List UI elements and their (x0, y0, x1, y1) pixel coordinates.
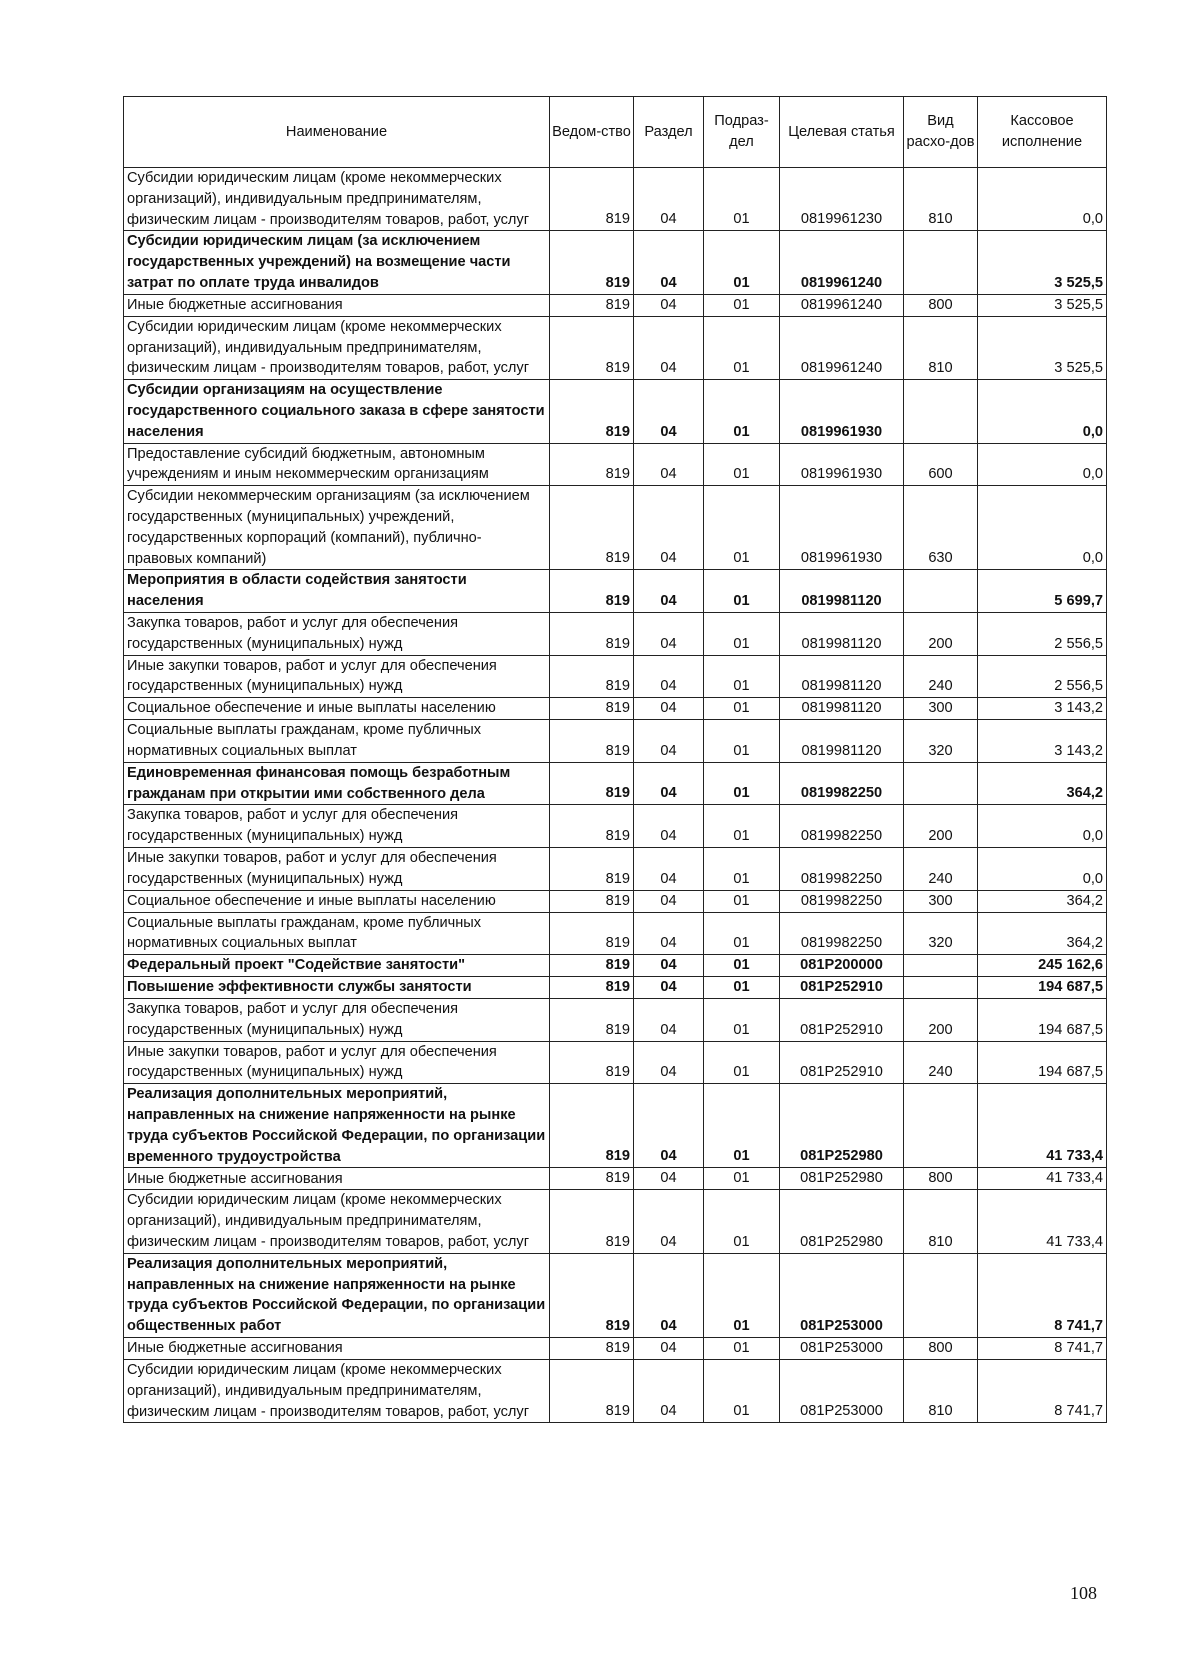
cell-statya: 0819961240 (780, 316, 904, 379)
cell-vid (904, 380, 978, 443)
cell-vedom: 819 (550, 655, 634, 698)
cell-vedom: 819 (550, 168, 634, 231)
cell-razdel: 04 (634, 720, 704, 763)
cell-name: Закупка товаров, работ и услуг для обеспечения государственных (муниципальных) нужд (124, 805, 550, 848)
cell-podrazdel: 01 (704, 570, 780, 613)
cell-sum: 0,0 (978, 443, 1107, 486)
table-row (124, 443, 1107, 486)
cell-vid: 200 (904, 805, 978, 848)
cell-name: Субсидии юридическим лицам (кроме некоммерческих организаций), индивидуальным предпринимателям, физическим лицам - производителям товаров, работ, услуг (124, 1360, 550, 1423)
table-row (124, 294, 1107, 316)
cell-name: Иные закупки товаров, работ и услуг для обеспечения государственных (муниципальных) нужд (124, 1041, 550, 1084)
cell-vid (904, 1253, 978, 1337)
cell-statya: 0819982250 (780, 890, 904, 912)
cell-vedom: 819 (550, 1253, 634, 1337)
cell-sum: 3 525,5 (978, 316, 1107, 379)
cell-vid: 200 (904, 612, 978, 655)
table-header-row (124, 97, 1107, 168)
cell-name: Субсидии организациям на осуществление государственного социального заказа в сфере занятости населения (124, 380, 550, 443)
cell-razdel: 04 (634, 231, 704, 294)
cell-sum: 41 733,4 (978, 1084, 1107, 1168)
cell-razdel: 04 (634, 955, 704, 977)
cell-podrazdel: 01 (704, 1190, 780, 1253)
table-row (124, 380, 1107, 443)
cell-vedom: 819 (550, 1084, 634, 1168)
cell-statya: 0819982250 (780, 805, 904, 848)
cell-razdel: 04 (634, 443, 704, 486)
table-row (124, 1168, 1107, 1190)
cell-name: Мероприятия в области содействия занятости населения (124, 570, 550, 613)
cell-vedom: 819 (550, 999, 634, 1042)
cell-vid: 800 (904, 1168, 978, 1190)
table-row (124, 1190, 1107, 1253)
cell-name: Единовременная финансовая помощь безработным гражданам при открытии ими собственного дела (124, 762, 550, 805)
cell-name: Повышение эффективности службы занятости (124, 977, 550, 999)
cell-razdel: 04 (634, 890, 704, 912)
cell-podrazdel: 01 (704, 316, 780, 379)
cell-podrazdel: 01 (704, 486, 780, 570)
cell-vedom: 819 (550, 443, 634, 486)
cell-statya: 081P252910 (780, 977, 904, 999)
cell-sum: 3 525,5 (978, 231, 1107, 294)
cell-vedom: 819 (550, 231, 634, 294)
cell-razdel: 04 (634, 612, 704, 655)
cell-sum: 0,0 (978, 847, 1107, 890)
table-row (124, 847, 1107, 890)
cell-vedom: 819 (550, 570, 634, 613)
cell-vedom: 819 (550, 698, 634, 720)
cell-vid: 240 (904, 847, 978, 890)
table-row (124, 570, 1107, 613)
cell-razdel: 04 (634, 912, 704, 955)
cell-vedom: 819 (550, 720, 634, 763)
cell-vid: 320 (904, 720, 978, 763)
cell-razdel: 04 (634, 977, 704, 999)
cell-vid: 200 (904, 999, 978, 1042)
table-row (124, 1253, 1107, 1337)
cell-vid: 810 (904, 316, 978, 379)
cell-statya: 0819982250 (780, 762, 904, 805)
cell-name: Закупка товаров, работ и услуг для обеспечения государственных (муниципальных) нужд (124, 999, 550, 1042)
cell-razdel: 04 (634, 570, 704, 613)
cell-podrazdel: 01 (704, 955, 780, 977)
cell-podrazdel: 01 (704, 380, 780, 443)
cell-podrazdel: 01 (704, 977, 780, 999)
cell-vedom: 819 (550, 1168, 634, 1190)
cell-podrazdel: 01 (704, 912, 780, 955)
page-number: 108 (1070, 1583, 1097, 1603)
cell-razdel: 04 (634, 1190, 704, 1253)
cell-name: Субсидии юридическим лицам (кроме некоммерческих организаций), индивидуальным предпринимателям, физическим лицам - производителям товаров, работ, услуг (124, 316, 550, 379)
cell-statya: 081P253000 (780, 1360, 904, 1423)
cell-vedom: 819 (550, 955, 634, 977)
cell-sum: 2 556,5 (978, 612, 1107, 655)
table-row (124, 1338, 1107, 1360)
cell-statya: 0819982250 (780, 847, 904, 890)
cell-razdel: 04 (634, 1168, 704, 1190)
cell-razdel: 04 (634, 380, 704, 443)
cell-vedom: 819 (550, 847, 634, 890)
table-row (124, 890, 1107, 912)
table-row (124, 977, 1107, 999)
cell-vid: 300 (904, 698, 978, 720)
header-podrazdel: Подраз-дел (704, 97, 780, 168)
header-vid: Вид расхо-дов (904, 97, 978, 168)
cell-razdel: 04 (634, 168, 704, 231)
cell-name: Предоставление субсидий бюджетным, автономным учреждениям и иным некоммерческим организациям (124, 443, 550, 486)
cell-vid: 810 (904, 1190, 978, 1253)
cell-sum: 3 143,2 (978, 720, 1107, 763)
cell-podrazdel: 01 (704, 443, 780, 486)
cell-name: Закупка товаров, работ и услуг для обеспечения государственных (муниципальных) нужд (124, 612, 550, 655)
table-row (124, 999, 1107, 1042)
table-row (124, 486, 1107, 570)
table-row (124, 1041, 1107, 1084)
header-vedom: Ведом-ство (550, 97, 634, 168)
cell-razdel: 04 (634, 655, 704, 698)
cell-sum: 364,2 (978, 890, 1107, 912)
cell-sum: 0,0 (978, 486, 1107, 570)
cell-podrazdel: 01 (704, 168, 780, 231)
cell-statya: 0819961240 (780, 294, 904, 316)
cell-razdel: 04 (634, 1041, 704, 1084)
cell-sum: 8 741,7 (978, 1338, 1107, 1360)
cell-vedom: 819 (550, 294, 634, 316)
cell-sum: 3 143,2 (978, 698, 1107, 720)
cell-razdel: 04 (634, 1253, 704, 1337)
cell-podrazdel: 01 (704, 999, 780, 1042)
cell-name: Социальные выплаты гражданам, кроме публичных нормативных социальных выплат (124, 912, 550, 955)
cell-name: Реализация дополнительных мероприятий, направленных на снижение напряженности на рынке труда субъектов Российской Федерации, по организации общественных работ (124, 1253, 550, 1337)
cell-podrazdel: 01 (704, 1253, 780, 1337)
cell-podrazdel: 01 (704, 612, 780, 655)
cell-vedom: 819 (550, 380, 634, 443)
header-statya: Целевая статья (780, 97, 904, 168)
table-row (124, 698, 1107, 720)
cell-podrazdel: 01 (704, 294, 780, 316)
cell-razdel: 04 (634, 1338, 704, 1360)
table-row (124, 762, 1107, 805)
cell-name: Иные закупки товаров, работ и услуг для обеспечения государственных (муниципальных) нужд (124, 847, 550, 890)
cell-statya: 081P253000 (780, 1338, 904, 1360)
table-row (124, 231, 1107, 294)
cell-sum: 194 687,5 (978, 999, 1107, 1042)
cell-sum: 41 733,4 (978, 1168, 1107, 1190)
cell-vedom: 819 (550, 1338, 634, 1360)
cell-name: Субсидии юридическим лицам (за исключением государственных учреждений) на возмещение части затрат по оплате труда инвалидов (124, 231, 550, 294)
cell-razdel: 04 (634, 847, 704, 890)
table-row (124, 316, 1107, 379)
cell-vid: 800 (904, 1338, 978, 1360)
table-row (124, 1084, 1107, 1168)
cell-vedom: 819 (550, 890, 634, 912)
cell-razdel: 04 (634, 698, 704, 720)
budget-execution-table (123, 96, 1107, 1423)
document-sheet (123, 96, 1106, 1423)
cell-vid (904, 1084, 978, 1168)
cell-vedom: 819 (550, 316, 634, 379)
cell-vid: 300 (904, 890, 978, 912)
header-razdel: Раздел (634, 97, 704, 168)
table-row (124, 612, 1107, 655)
cell-vid (904, 977, 978, 999)
cell-razdel: 04 (634, 316, 704, 379)
cell-name: Реализация дополнительных мероприятий, направленных на снижение напряженности на рынке труда субъектов Российской Федерации, по организации временного трудоустройства (124, 1084, 550, 1168)
cell-name: Иные бюджетные ассигнования (124, 294, 550, 316)
cell-name: Иные бюджетные ассигнования (124, 1168, 550, 1190)
cell-statya: 081P252980 (780, 1084, 904, 1168)
cell-vid (904, 955, 978, 977)
cell-vedom: 819 (550, 486, 634, 570)
cell-sum: 0,0 (978, 380, 1107, 443)
cell-sum: 2 556,5 (978, 655, 1107, 698)
cell-podrazdel: 01 (704, 1041, 780, 1084)
cell-sum: 5 699,7 (978, 570, 1107, 613)
cell-podrazdel: 01 (704, 698, 780, 720)
table-row (124, 655, 1107, 698)
cell-statya: 081P252980 (780, 1168, 904, 1190)
cell-sum: 194 687,5 (978, 1041, 1107, 1084)
table-row (124, 805, 1107, 848)
cell-sum: 364,2 (978, 762, 1107, 805)
cell-vedom: 819 (550, 805, 634, 848)
cell-vedom: 819 (550, 1041, 634, 1084)
cell-razdel: 04 (634, 999, 704, 1042)
cell-name: Социальные выплаты гражданам, кроме публичных нормативных социальных выплат (124, 720, 550, 763)
cell-statya: 081P252910 (780, 1041, 904, 1084)
cell-vedom: 819 (550, 912, 634, 955)
cell-vid (904, 570, 978, 613)
cell-podrazdel: 01 (704, 805, 780, 848)
cell-statya: 0819961930 (780, 486, 904, 570)
cell-sum: 8 741,7 (978, 1360, 1107, 1423)
header-name: Наименование (124, 97, 550, 168)
cell-podrazdel: 01 (704, 655, 780, 698)
cell-vedom: 819 (550, 612, 634, 655)
table-row (124, 168, 1107, 231)
cell-podrazdel: 01 (704, 720, 780, 763)
cell-vedom: 819 (550, 762, 634, 805)
cell-podrazdel: 01 (704, 890, 780, 912)
cell-name: Субсидии юридическим лицам (кроме некоммерческих организаций), индивидуальным предпринимателям, физическим лицам - производителям товаров, работ, услуг (124, 1190, 550, 1253)
cell-vid: 800 (904, 294, 978, 316)
cell-sum: 364,2 (978, 912, 1107, 955)
cell-statya: 081P200000 (780, 955, 904, 977)
cell-statya: 081P253000 (780, 1253, 904, 1337)
cell-podrazdel: 01 (704, 231, 780, 294)
cell-statya: 0819981120 (780, 720, 904, 763)
cell-statya: 0819961930 (780, 443, 904, 486)
cell-statya: 081P252910 (780, 999, 904, 1042)
cell-razdel: 04 (634, 486, 704, 570)
cell-vid: 320 (904, 912, 978, 955)
cell-razdel: 04 (634, 805, 704, 848)
cell-name: Субсидии некоммерческим организациям (за исключением государственных (муниципальных) учреждений, государственных корпораций (компаний), публично-правовых компаний) (124, 486, 550, 570)
table-body (124, 168, 1107, 1423)
cell-sum: 3 525,5 (978, 294, 1107, 316)
cell-statya: 0819981120 (780, 570, 904, 613)
cell-razdel: 04 (634, 1360, 704, 1423)
cell-vid (904, 231, 978, 294)
table-row (124, 955, 1107, 977)
cell-vid: 600 (904, 443, 978, 486)
cell-vedom: 819 (550, 1360, 634, 1423)
cell-sum: 194 687,5 (978, 977, 1107, 999)
cell-name: Федеральный проект "Содействие занятости" (124, 955, 550, 977)
cell-vid (904, 762, 978, 805)
cell-razdel: 04 (634, 762, 704, 805)
cell-name: Иные бюджетные ассигнования (124, 1338, 550, 1360)
cell-vid: 810 (904, 168, 978, 231)
cell-podrazdel: 01 (704, 1084, 780, 1168)
cell-vid: 630 (904, 486, 978, 570)
cell-name: Социальное обеспечение и иные выплаты населению (124, 890, 550, 912)
cell-razdel: 04 (634, 1084, 704, 1168)
cell-podrazdel: 01 (704, 847, 780, 890)
cell-name: Социальное обеспечение и иные выплаты населению (124, 698, 550, 720)
cell-vedom: 819 (550, 1190, 634, 1253)
cell-name: Субсидии юридическим лицам (кроме некоммерческих организаций), индивидуальным предпринимателям, физическим лицам - производителям товаров, работ, услуг (124, 168, 550, 231)
cell-podrazdel: 01 (704, 1168, 780, 1190)
cell-statya: 0819981120 (780, 655, 904, 698)
cell-statya: 0819961930 (780, 380, 904, 443)
table-row (124, 912, 1107, 955)
cell-statya: 0819961230 (780, 168, 904, 231)
cell-vid: 240 (904, 1041, 978, 1084)
cell-name: Иные закупки товаров, работ и услуг для обеспечения государственных (муниципальных) нужд (124, 655, 550, 698)
cell-sum: 41 733,4 (978, 1190, 1107, 1253)
cell-statya: 0819982250 (780, 912, 904, 955)
cell-sum: 8 741,7 (978, 1253, 1107, 1337)
cell-sum: 0,0 (978, 805, 1107, 848)
cell-razdel: 04 (634, 294, 704, 316)
cell-statya: 0819981120 (780, 612, 904, 655)
cell-podrazdel: 01 (704, 1360, 780, 1423)
cell-podrazdel: 01 (704, 1338, 780, 1360)
cell-vid: 240 (904, 655, 978, 698)
table-row (124, 720, 1107, 763)
header-ispolnenie: Кассовое исполнение (978, 97, 1107, 168)
table-row (124, 1360, 1107, 1423)
cell-statya: 081P252980 (780, 1190, 904, 1253)
cell-sum: 245 162,6 (978, 955, 1107, 977)
cell-vid: 810 (904, 1360, 978, 1423)
cell-statya: 0819981120 (780, 698, 904, 720)
cell-sum: 0,0 (978, 168, 1107, 231)
cell-podrazdel: 01 (704, 762, 780, 805)
cell-statya: 0819961240 (780, 231, 904, 294)
cell-vedom: 819 (550, 977, 634, 999)
